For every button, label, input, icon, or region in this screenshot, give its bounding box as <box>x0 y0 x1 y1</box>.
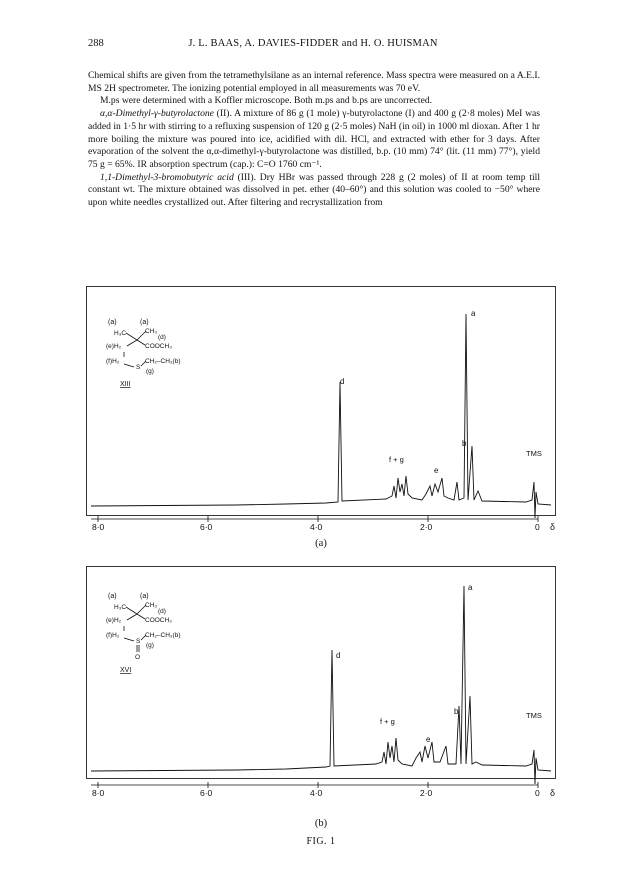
tick-label-4: 4·0 <box>310 522 323 532</box>
nmr-spectrum-b-svg <box>86 566 556 812</box>
structure-xvi <box>106 593 181 674</box>
struct-sulfur: S <box>136 638 141 645</box>
compound-title-lactone: α,α-Dimethyl-γ-butyrolactone <box>100 108 214 120</box>
tick-label-2: 2·0 <box>420 788 433 798</box>
paragraph-lactone <box>88 108 540 172</box>
tick-label-8: 8·0 <box>92 788 105 798</box>
nmr-spectrum-a-svg <box>86 286 556 532</box>
struct-label-e: (e)H₂ <box>106 343 122 350</box>
compound-number-xiii: XIII <box>120 381 131 388</box>
struct-cooch3: COOCH₃ <box>145 343 172 350</box>
peak-label-a: a <box>471 309 476 318</box>
struct-ch3: CH₃ <box>145 328 158 335</box>
struct-cooch3: COOCH₃ <box>145 617 172 624</box>
structure-xiii <box>106 319 181 388</box>
struct-label-g: (g) <box>146 368 154 375</box>
running-authors: J. L. BAAS, A. DAVIES-FIDDER and H. O. HUISMAN <box>188 38 438 49</box>
peak-label-a: a <box>468 583 473 592</box>
peak-label-tms: TMS <box>526 449 542 458</box>
struct-label-f: (f)H₂ <box>106 632 120 639</box>
page-header <box>88 38 538 54</box>
tick-label-0: 0 <box>535 788 540 798</box>
spectrum-trace <box>91 586 551 784</box>
delta-unit: δ <box>550 522 556 532</box>
panel-label-a: (a) <box>315 538 327 549</box>
delta-unit: δ <box>550 788 556 798</box>
peak-label-d: d <box>336 651 341 660</box>
nmr-spectrum-b <box>86 566 556 812</box>
spectrum-frame <box>87 287 556 516</box>
peak-label-d: d <box>340 377 345 386</box>
struct-ch2ch3: CH₂–CH₃(b) <box>145 632 181 639</box>
struct-h3c: H₃C <box>114 330 127 337</box>
compound-title-bromobutyric: 1,1-Dimethyl-3-bromobutyric acid <box>100 171 234 183</box>
struct-ch2ch3: CH₂–CH₃(b) <box>145 358 181 365</box>
peak-label-f-g: f + g <box>389 455 404 464</box>
bromobutyric-procedure: (III). Dry HBr was passed through 228 g (2 moles) of II at room temp till constant wt. The mixture obtained was dissolved in pet. ether (40–60°) and this solution was cooled to −50° where upon white needles crystallized out. After filtering and recrystallization from <box>88 171 540 209</box>
peak-label-f-g: f + g <box>380 717 395 726</box>
tick-label-8: 8·0 <box>92 522 105 532</box>
struct-label-d: (d) <box>158 334 166 341</box>
struct-sulfoxide-oxygen: O <box>135 654 141 661</box>
tick-label-6: 6·0 <box>200 788 213 798</box>
struct-h3c: H₃C <box>114 604 127 611</box>
compound-number-xvi: XVI <box>120 667 132 674</box>
body-text <box>88 70 540 210</box>
paragraph-chemical-shifts: Chemical shifts are given from the tetramethylsilane as an internal reference. Mass spectra were measured on a A.E.I. MS 2H spectrometer. The ionizing potential employed in all measurements was 70 eV. <box>88 70 540 94</box>
tick-label-4: 4·0 <box>310 788 323 798</box>
peak-label-b: b <box>454 707 459 716</box>
paragraph-bromobutyric <box>88 172 540 210</box>
struct-ch3: CH₃ <box>145 602 158 609</box>
struct-label-e: (e)H₂ <box>106 617 122 624</box>
peak-label-b: b <box>462 439 467 448</box>
page-number: 288 <box>88 38 104 49</box>
panel-label-b: (b) <box>314 818 328 829</box>
struct-label-g: (g) <box>146 642 154 649</box>
lactone-procedure: (II). A mixture of 86 g (1 mole) γ-butyrolactone (I) and 400 g (2·8 moles) MeI was added in 1·5 hr with stirring to a refluxing suspension of 120 g (2·5 moles) NaH (in oil) in 1000 ml dioxan. After 1 hr more boiling the mixture was poured into ice, acidified with dil. HCl, and extracted with ether for 3 days. After evaporation of the solvent the α,α-dimethyl-γ-butyrolactone was distilled, b.p. (10 mm) 74° (lit. (11 mm) 77°), yield 75 g = 65%. IR absorption spectrum (cap.): C=O 1760 cm⁻¹. <box>88 108 540 170</box>
nmr-spectrum-a <box>86 286 556 532</box>
struct-label-a2: (a) <box>140 593 149 600</box>
struct-label-d: (d) <box>158 608 166 615</box>
peak-label-e: e <box>434 466 439 475</box>
peak-label-tms: TMS <box>526 711 542 720</box>
struct-sulfur: S <box>136 364 141 371</box>
paragraph-melting-points: M.ps were determined with a Koffler microscope. Both m.ps and b.ps are uncorrected. <box>100 95 433 107</box>
tick-label-2: 2·0 <box>420 522 433 532</box>
peak-label-e: e <box>426 735 431 744</box>
struct-label-a1: (a) <box>108 319 117 326</box>
spectrum-frame <box>87 567 556 779</box>
tick-label-0: 0 <box>535 522 540 532</box>
struct-label-a1: (a) <box>108 593 117 600</box>
tick-label-6: 6·0 <box>200 522 213 532</box>
struct-label-f: (f)H₂ <box>106 358 120 365</box>
figure-caption: FIG. 1 <box>306 836 336 847</box>
struct-label-a2: (a) <box>140 319 149 326</box>
